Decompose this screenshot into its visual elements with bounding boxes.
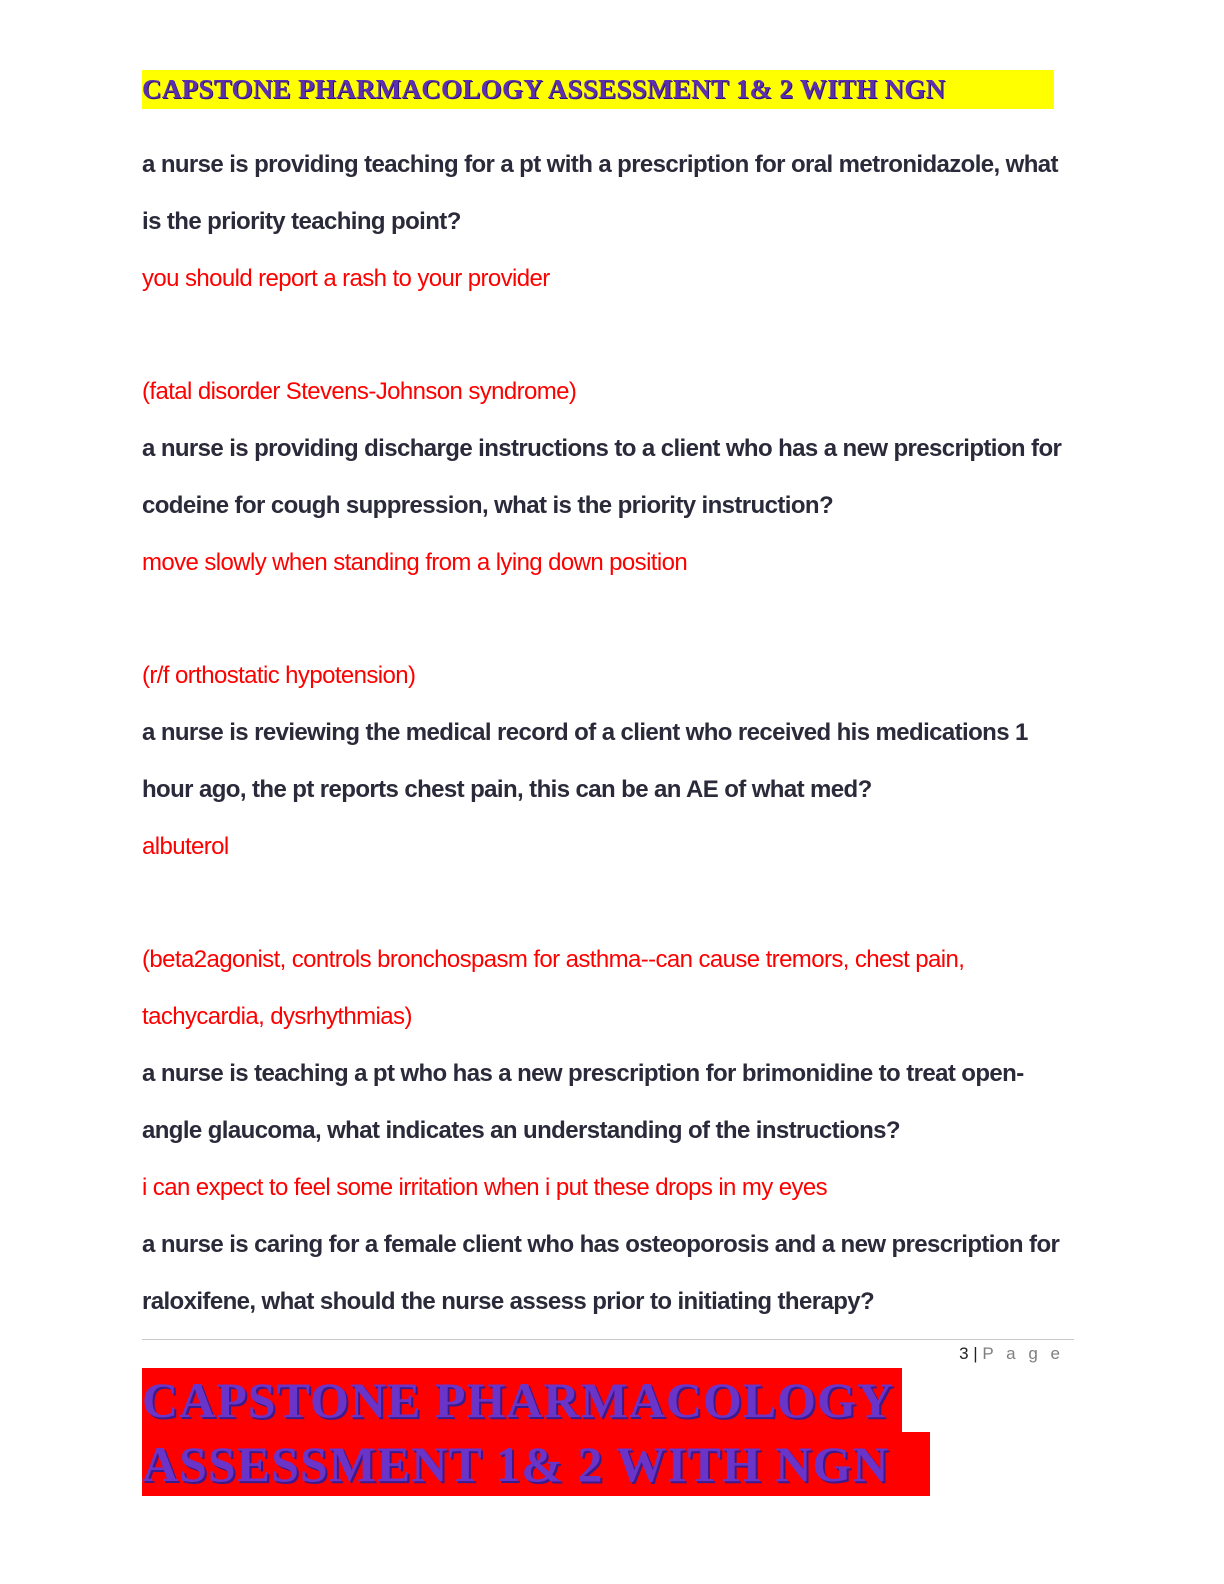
answer-line: (beta2agonist, controls bronchospasm for asthma--can cause tremors, chest pain, [142,946,965,973]
bottom-banner-line-1-box [142,1368,902,1432]
document-body [142,136,1077,1330]
bottom-title-banner [142,1368,930,1498]
answer-line: move slowly when standing from a lying down position [142,549,688,576]
answer-line: (r/f orthostatic hypotension) [142,662,416,689]
blank-line [142,591,1077,647]
bottom-banner-line-2: ASSESSMENT 1& 2 WITH NGN [142,1436,890,1492]
page-number-separator: | [973,1344,978,1363]
bottom-banner-line-2-box [142,1432,930,1496]
answer-line: tachycardia, dysrhythmias) [142,1003,412,1030]
answer-line: albuterol [142,833,229,860]
question-line: a nurse is providing discharge instructions to a client who has a new prescription for [142,435,1062,462]
footer-divider [142,1339,1074,1340]
page-number-footer [959,1344,1064,1364]
question-line: codeine for cough suppression, what is the priority instruction? [142,492,833,519]
question-line: a nurse is providing teaching for a pt with a prescription for oral metronidazole, what [142,151,1058,178]
answer-line: you should report a rash to your provider [142,265,550,292]
answer-line: i can expect to feel some irritation when i put these drops in my eyes [142,1174,828,1201]
blank-line [142,307,1077,363]
page-label: P a g e [982,1344,1064,1363]
question-line: hour ago, the pt reports chest pain, this can be an AE of what med? [142,776,872,803]
page-number: 3 [959,1344,969,1363]
blank-line [142,875,1077,931]
question-line: a nurse is teaching a pt who has a new prescription for brimonidine to treat open- [142,1060,1024,1087]
question-line: angle glaucoma, what indicates an understanding of the instructions? [142,1117,900,1144]
answer-line: (fatal disorder Stevens-Johnson syndrome) [142,378,577,405]
question-line: is the priority teaching point? [142,208,461,235]
header-title-banner [142,70,1054,109]
question-line: a nurse is reviewing the medical record of a client who received his medications 1 [142,719,1028,746]
bottom-banner-line-1: CAPSTONE PHARMACOLOGY [142,1372,895,1428]
question-line: raloxifene, what should the nurse assess prior to initiating therapy? [142,1288,875,1315]
question-line: a nurse is caring for a female client who has osteoporosis and a new prescription for [142,1231,1060,1258]
header-title: CAPSTONE PHARMACOLOGY ASSESSMENT 1& 2 WITH NGN [142,74,946,104]
